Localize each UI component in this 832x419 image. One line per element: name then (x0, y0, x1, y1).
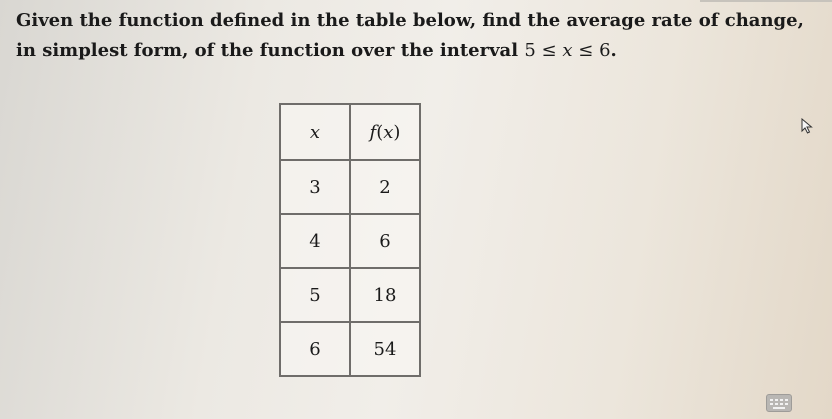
cell-fx: 54 (350, 322, 420, 376)
interval-var: x (562, 40, 573, 61)
header-f-open: ( (376, 121, 384, 143)
cell-x: 4 (280, 214, 350, 268)
table-row (280, 214, 420, 268)
table-row (280, 160, 420, 214)
header-x-label: x (309, 121, 321, 143)
table-row (280, 322, 420, 376)
table-row (280, 268, 420, 322)
interval-period: . (610, 40, 617, 61)
cell-x: 6 (280, 322, 350, 376)
question-prompt: Given the function defined in the table below, find the average rate of change, in simplest form, of the function over the interval (16, 10, 804, 61)
function-table-wrapper (279, 103, 421, 377)
mouse-cursor-icon (800, 118, 814, 134)
cell-fx: 2 (350, 160, 420, 214)
header-f-close: ) (393, 121, 401, 143)
cell-x: 3 (280, 160, 350, 214)
cell-fx: 6 (350, 214, 420, 268)
function-table (279, 103, 421, 377)
interval-op-2: ≤ (578, 40, 594, 61)
interval-expression (524, 40, 610, 61)
cell-fx: 18 (350, 268, 420, 322)
question-text (16, 6, 826, 66)
table-header-row (280, 104, 420, 160)
header-fx (350, 104, 420, 160)
interval-lower: 5 (524, 40, 536, 61)
header-x (280, 104, 350, 160)
header-f-var: x (383, 121, 394, 143)
header-f-label: f (369, 121, 377, 143)
keyboard-icon[interactable] (766, 394, 792, 412)
interval-upper: 6 (599, 40, 611, 61)
cell-x: 5 (280, 268, 350, 322)
interval-op-1: ≤ (541, 40, 557, 61)
top-divider (700, 0, 832, 2)
